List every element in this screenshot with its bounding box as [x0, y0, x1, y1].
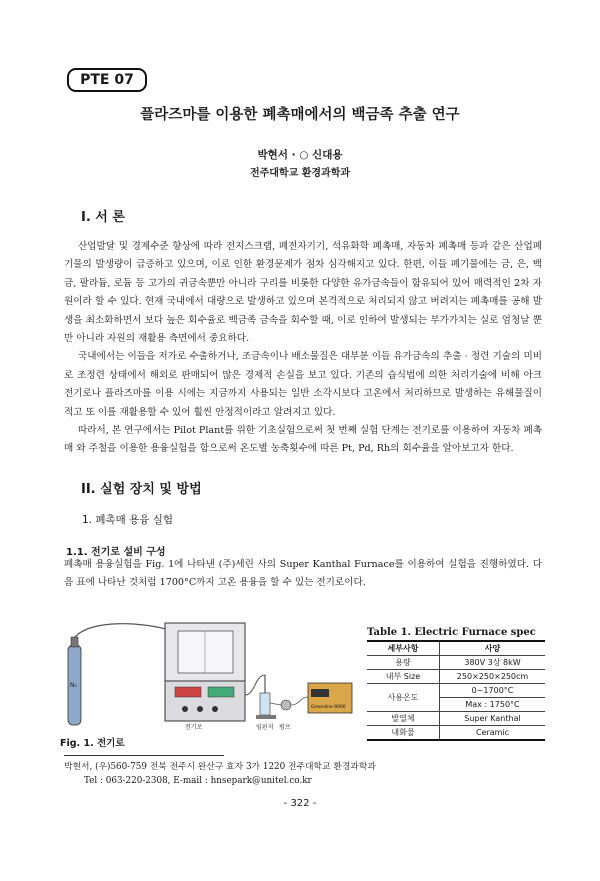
intro-paragraph-1: 산업발달 및 경제수준 향상에 따라 전지스크랩, 폐전자기기, 석유화학 폐촉매, 자동차 폐촉매 등과 같은 산업폐기물의 발생량이 급증하고 있으며, 이로 인한 환경문제가 점차 심각해지고 있다. 한편, 이들 폐기물에는 금, 은, 백금, 팔라듐, 로듐 등 고가의 귀금속뿐만 아니라 구리를 비롯한 다양한 유가금속들이 함유되어 있어 매력적인 2차 자원이라 할 수 있다. 현재 국내에서 대량으로 발생하고 있으며 본격적으로 처리되지 않고 버려지는 폐촉매를 공해 발생을 최소화하면서 보다 높은 회수율로 백금족 금속을 회수할 때, 이로 인하여 발생되는 부가가치는 실로 엄청날 뿐만 아니라 자원의 재활용 측면에서 중요하다.: [64, 241, 542, 345]
table-value-cell: 250×250×250cm: [440, 670, 546, 684]
authors: 박현서 · ○ 신대용: [257, 149, 343, 161]
section-heading-methods: II. 실험 장치 및 방법: [81, 482, 202, 497]
methods-paragraph: 폐촉매 용융실험을 Fig. 1에 나타낸 (주)세린 사의 Super Kanthal Furnace를 이용하여 실험을 진행하였다. 다음 표에 나타난 것처럼 1700°C까지 고온 용융을 할 수 있는 전기로이다.: [64, 559, 542, 589]
methods-body: [64, 556, 542, 593]
table-row: [367, 670, 545, 684]
page-number: - 322 -: [283, 798, 317, 809]
gas-analyzer-illustration: [308, 683, 352, 713]
footnote-contact: Tel : 063-220-2308, E-mail : hnsepark@unitel.co.kr: [84, 776, 312, 786]
impinger-label: 임핀저: [256, 724, 274, 731]
subsection-heading-melting: 1. 폐촉매 용융 실험: [82, 514, 174, 526]
subsubsection-heading-furnace: 1.1. 전기로 설비 구성: [66, 547, 166, 558]
paper-id-badge: PTE 07: [67, 68, 147, 92]
table-label-cell: 용량: [367, 656, 440, 670]
table-value-cell: Max : 1750°C: [440, 698, 546, 712]
table-row: [367, 684, 545, 698]
pump-label: 펌프: [279, 724, 291, 731]
table-row: [367, 726, 545, 741]
gas-analyzer-label: Greenline 9000: [311, 705, 346, 710]
paper-title: 플라즈마를 이용한 폐촉매에서의 백금족 추출 연구: [140, 107, 460, 123]
table-label-cell: 내부 Size: [367, 670, 440, 684]
table-label-cell: 사용온도: [367, 684, 440, 712]
intro-body: [64, 238, 542, 459]
electric-furnace-illustration: [165, 623, 245, 731]
table-label-cell: 내화물: [367, 726, 440, 741]
furnace-spec-table: [367, 640, 545, 741]
table-header-row: [367, 641, 545, 656]
intro-paragraph-3: 따라서, 본 연구에서는 Pilot Plant를 위한 기초실험으로써 첫 번째 실험 단계는 전기로를 이용하여 자동차 폐촉매 와 주철을 이용한 용융실험을 함으로써 온도별 농축횟수에 따른 Pt, Pd, Rh의 회수율을 알아보고자 한다.: [64, 425, 542, 455]
gas-tube: [75, 624, 180, 637]
affiliation: 전주대학교 환경과학과: [249, 168, 351, 179]
table-header-cell: 사양: [440, 641, 546, 656]
footnote-divider: [64, 755, 224, 756]
table-row: [367, 656, 545, 670]
table-value-cell: Super Kanthal: [440, 712, 546, 726]
table-value-cell: 380V 3상 8kW: [440, 656, 546, 670]
table-value-cell: 0~1700°C: [440, 684, 546, 698]
section-heading-intro: I. 서 론: [81, 210, 125, 225]
footnote: [64, 760, 376, 788]
furnace-label: 전기로: [185, 724, 203, 731]
intro-paragraph-2: 국내에서는 이들을 저가로 수출하거나, 조금속이나 배소물질은 대부분 이들 유가금속의 추출 · 정련 기술의 미비로 조정련 상태에서 해외로 판매되어 많은 경제적 손실을 보고 있다. 기존의 습식법에 의한 처리기술에 비해 아크 전기로나 플라즈마를 이용 시에는 지금까지 사용되는 일반 소각시보다 고온에서 처리하므로 발생하는 유해물질이 적고 또 이를 재활용할 수 있어 훨씬 안정적이라고 알려지고 있다.: [64, 351, 542, 418]
table-value-cell: Ceramic: [440, 726, 546, 741]
table-title: Table 1. Electric Furnace spec: [367, 627, 536, 638]
gas-cylinder-illustration: [68, 637, 81, 725]
exhaust-tube: [245, 675, 265, 695]
cylinder-label: N₂: [70, 682, 77, 689]
table-header-cell: 세부사항: [367, 641, 440, 656]
table-label-cell: 발열체: [367, 712, 440, 726]
figure-caption: Fig. 1. 전기로: [60, 738, 125, 749]
furnace-apparatus-figure: [60, 615, 360, 735]
impinger-illustration: [256, 675, 276, 731]
footnote-address: 박현서, (우)560-759 전북 전주시 완산구 효자 3가 1220 전주대학교 환경과학과: [64, 762, 376, 772]
table-row: [367, 712, 545, 726]
